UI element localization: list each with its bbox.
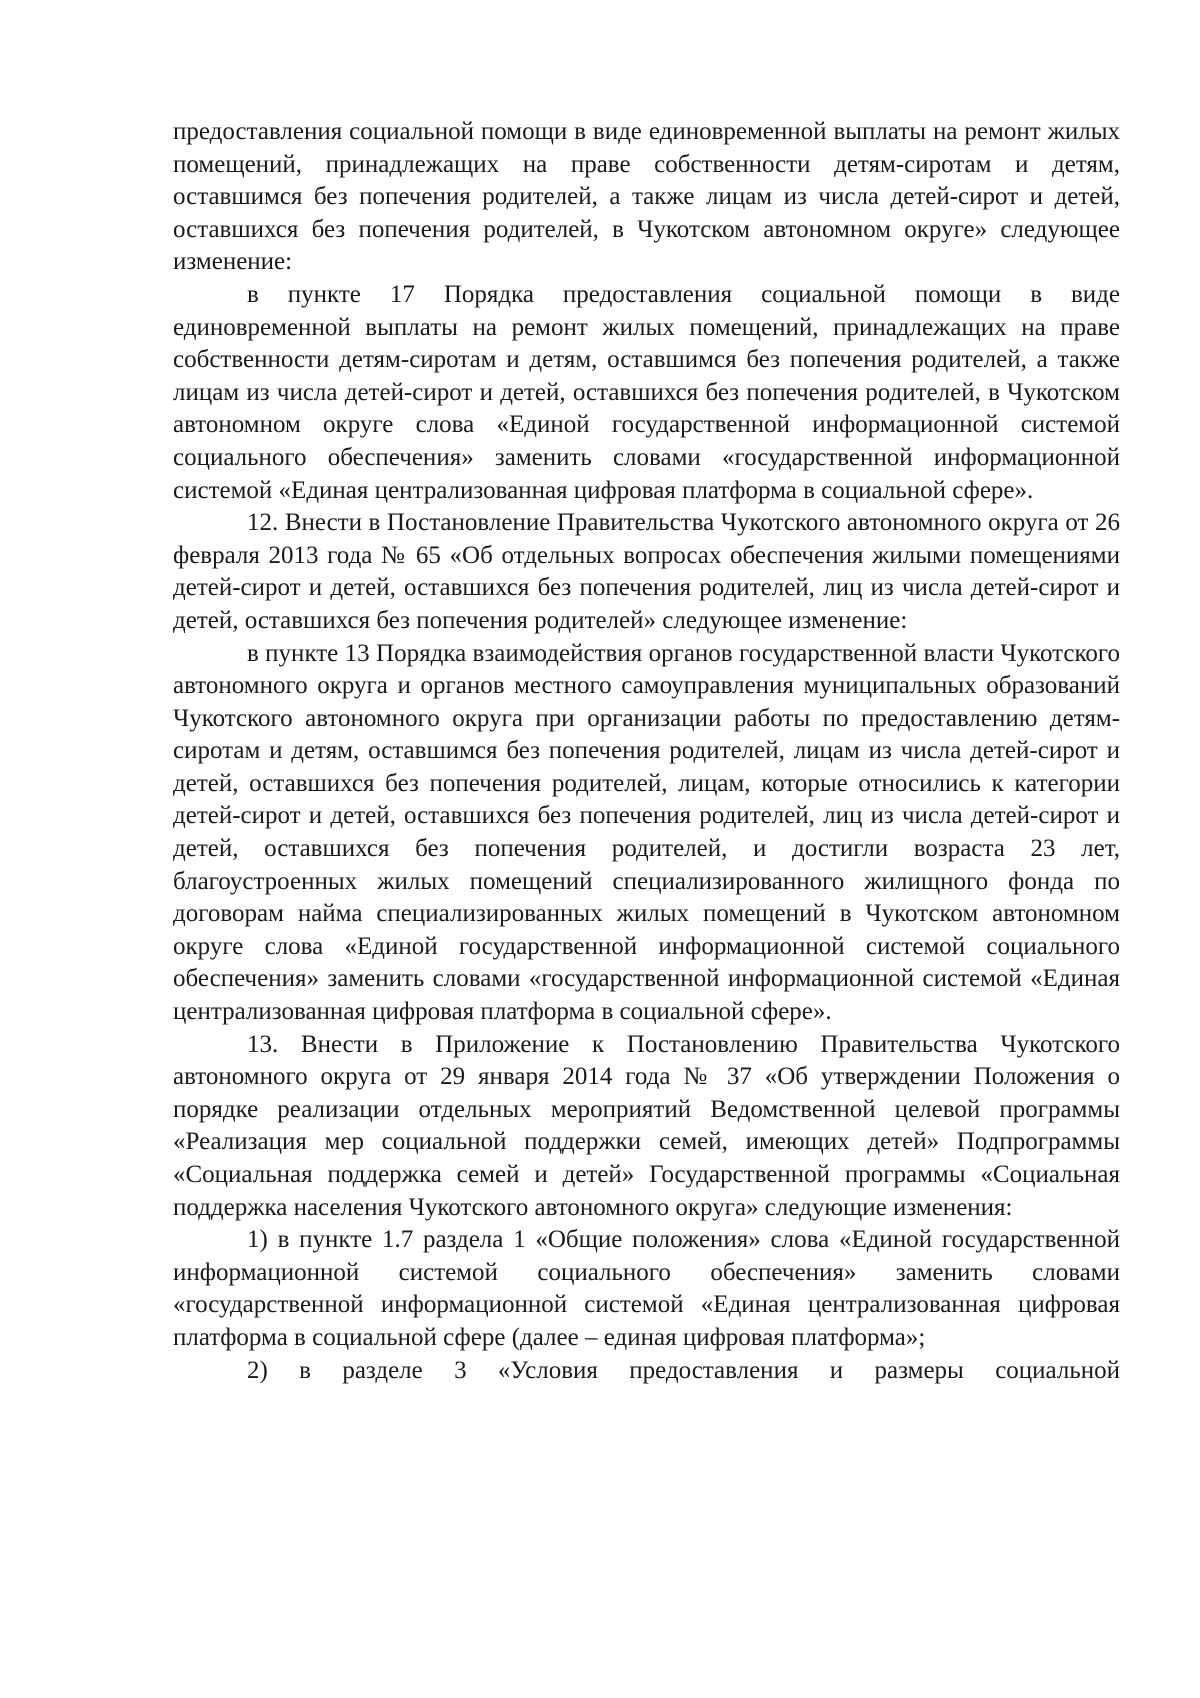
paragraph-subitem-1: 1) в пункте 1.7 раздела 1 «Общие положения» слова «Единой государственной информационной системой социального обеспечения» заменить словами «государственной информационной системой «Единая централизованная цифровая платформа в социальной сфере (далее – единая цифровая платформа»;: [173, 1226, 1120, 1351]
document-body: [173, 116, 1120, 1387]
paragraph-item-13-amendment: в пункте 13 Порядка взаимодействия органов государственной власти Чукотского автономного округа и органов местного самоуправления муниципальных образований Чукотского автономного округа при организации работы по предоставлению детям-сиротам и детям, оставшимся без попечения родителей, лицам из числа детей-сирот и детей, оставшихся без попечения родителей, лицам, которые относились к категории детей-сирот и детей, оставшихся без попечения родителей, лиц из числа детей-сирот и детей, оставшихся без попечения родителей, и достигли возраста 23 лет, благоустроенных жилых помещений специализированного жилищного фонда по договорам найма специализированных жилых помещений в Чукотском автономном округе слова «Единой государственной информационной системой социального обеспечения» заменить словами «государственной информационной системой «Единая централизованная цифровая платформа в социальной сфере».: [173, 639, 1120, 1026]
paragraph-subitem-2: 2) в разделе 3 «Условия предоставления и размеры социальной: [247, 1356, 1120, 1384]
paragraph-item-12: 12. Внести в Постановление Правительства Чукотского автономного округа от 26 февраля 2013 года № 65 «Об отдельных вопросах обеспечения жилыми помещениями детей-сирот и детей, оставшихся без попечения родителей, лиц из числа детей-сирот и детей, оставшихся без попечения родителей» следующее изменение:: [173, 509, 1120, 634]
paragraph-item-13: 13. Внести в Приложение к Постановлению Правительства Чукотского автономного округа от 29 января 2014 года № 37 «Об утверждении Положения о порядке реализации отдельных мероприятий Ведомственной целевой программы «Реализация мер социальной поддержки семей, имеющих детей» Подпрограммы «Социальная поддержка семей и детей» Государственной программы «Социальная поддержка населения Чукотского автономного округа» следующие изменения:: [173, 1030, 1120, 1221]
paragraph-item-17-amendment: в пункте 17 Порядка предоставления социальной помощи в виде единовременной выплаты на ремонт жилых помещений, принадлежащих на праве собственности детям-сиротам и детям, оставшимся без попечения родителей, а также лицам из числа детей-сирот и детей, оставшихся без попечения родителей, в Чукотском автономном округе слова «Единой государственной информационной системой социального обеспечения» заменить словами «государственной информационной системой «Единая централизованная цифровая платформа в социальной сфере».: [173, 280, 1120, 504]
paragraph-continuation: предоставления социальной помощи в виде единовременной выплаты на ремонт жилых помещений, принадлежащих на праве собственности детям-сиротам и детям, оставшимся без попечения родителей, а также лицам из числа детей-сирот и детей, оставшихся без попечения родителей, в Чукотском автономном округе» следующее изменение:: [173, 118, 1120, 276]
